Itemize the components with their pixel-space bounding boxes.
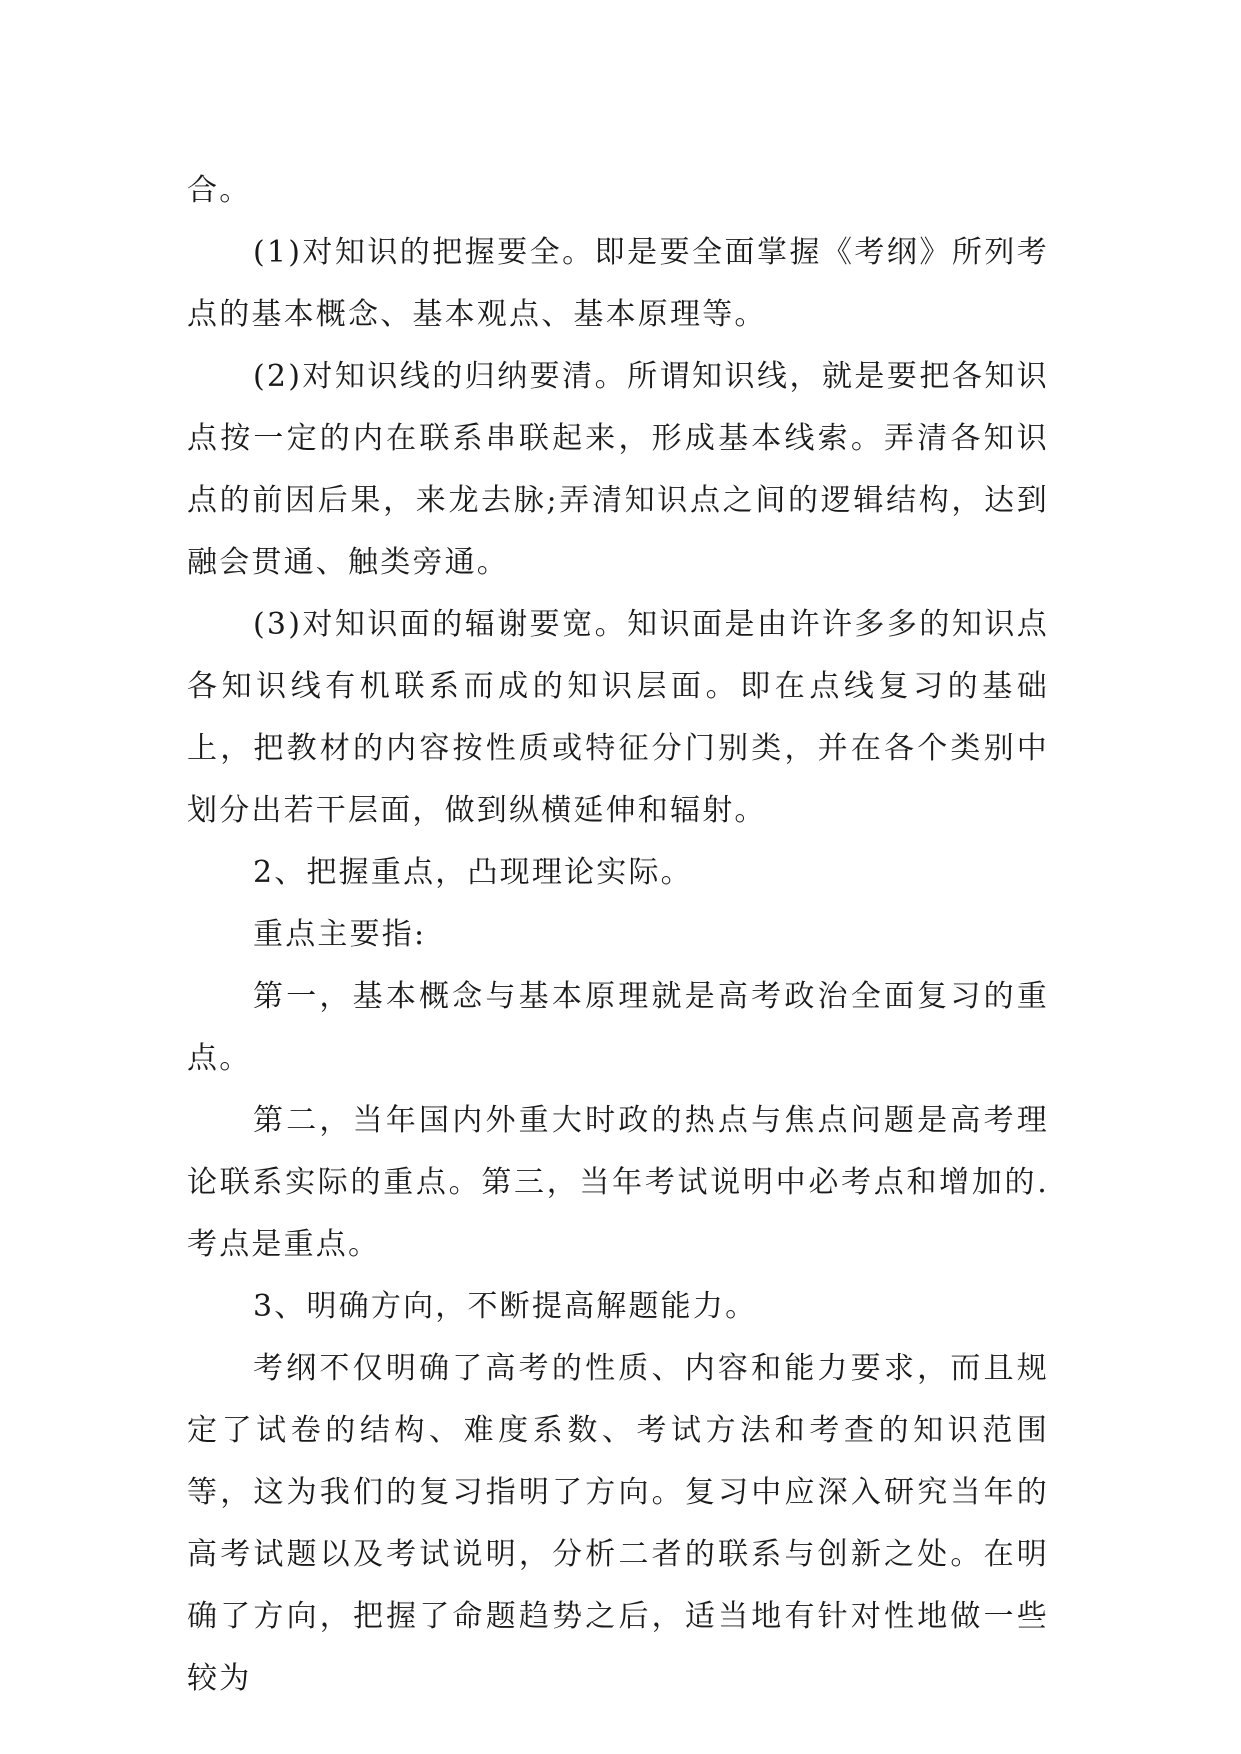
heading-key-points: 2、把握重点，凸现理论实际。 xyxy=(253,855,693,890)
paragraph-knowledge-surface: (3)对知识面的辐谢要宽。知识面是由许许多多的知识点各知识线有机联系而成的知识层面。即在点线复习的基础上，把教材的内容按性质或特征分门别类，并在各个类别中划分出若干层面，做到纵横延伸和辐射。 xyxy=(187,607,1049,828)
paragraph-knowledge-complete: (1)对知识的把握要全。即是要全面掌握《考纲》所列考点的基本概念、基本观点、基本原理等。 xyxy=(187,235,1049,332)
document-page xyxy=(187,160,1049,1710)
paragraph-direction-body: 考纲不仅明确了高考的性质、内容和能力要求，而且规定了试卷的结构、难度系数、考试方法和考查的知识范围等，这为我们的复习指明了方向。复习中应深入研究当年的高考试题以及考试说明，分析二者的联系与创新之处。在明确了方向，把握了命题趋势之后，适当地有针对性地做一些较为 xyxy=(187,1351,1049,1696)
paragraph-key-point-first: 第一，基本概念与基本原理就是高考政治全面复习的重点。 xyxy=(187,979,1049,1076)
paragraph-key-point-second-third: 第二，当年国内外重大时政的热点与焦点问题是高考理论联系实际的重点。第三，当年考试说明中必考点和增加的.考点是重点。 xyxy=(187,1103,1049,1262)
paragraph-key-points-intro: 重点主要指: xyxy=(253,917,427,952)
paragraph-continuation: 合。 xyxy=(187,173,252,208)
heading-direction: 3、明确方向，不断提高解题能力。 xyxy=(253,1289,758,1324)
paragraph-knowledge-line: (2)对知识线的归纳要清。所谓知识线，就是要把各知识点按一定的内在联系串联起来，形成基本线索。弄清各知识点的前因后果，来龙去脉;弄清知识点之间的逻辑结构，达到融会贯通、触类旁通。 xyxy=(187,359,1049,580)
